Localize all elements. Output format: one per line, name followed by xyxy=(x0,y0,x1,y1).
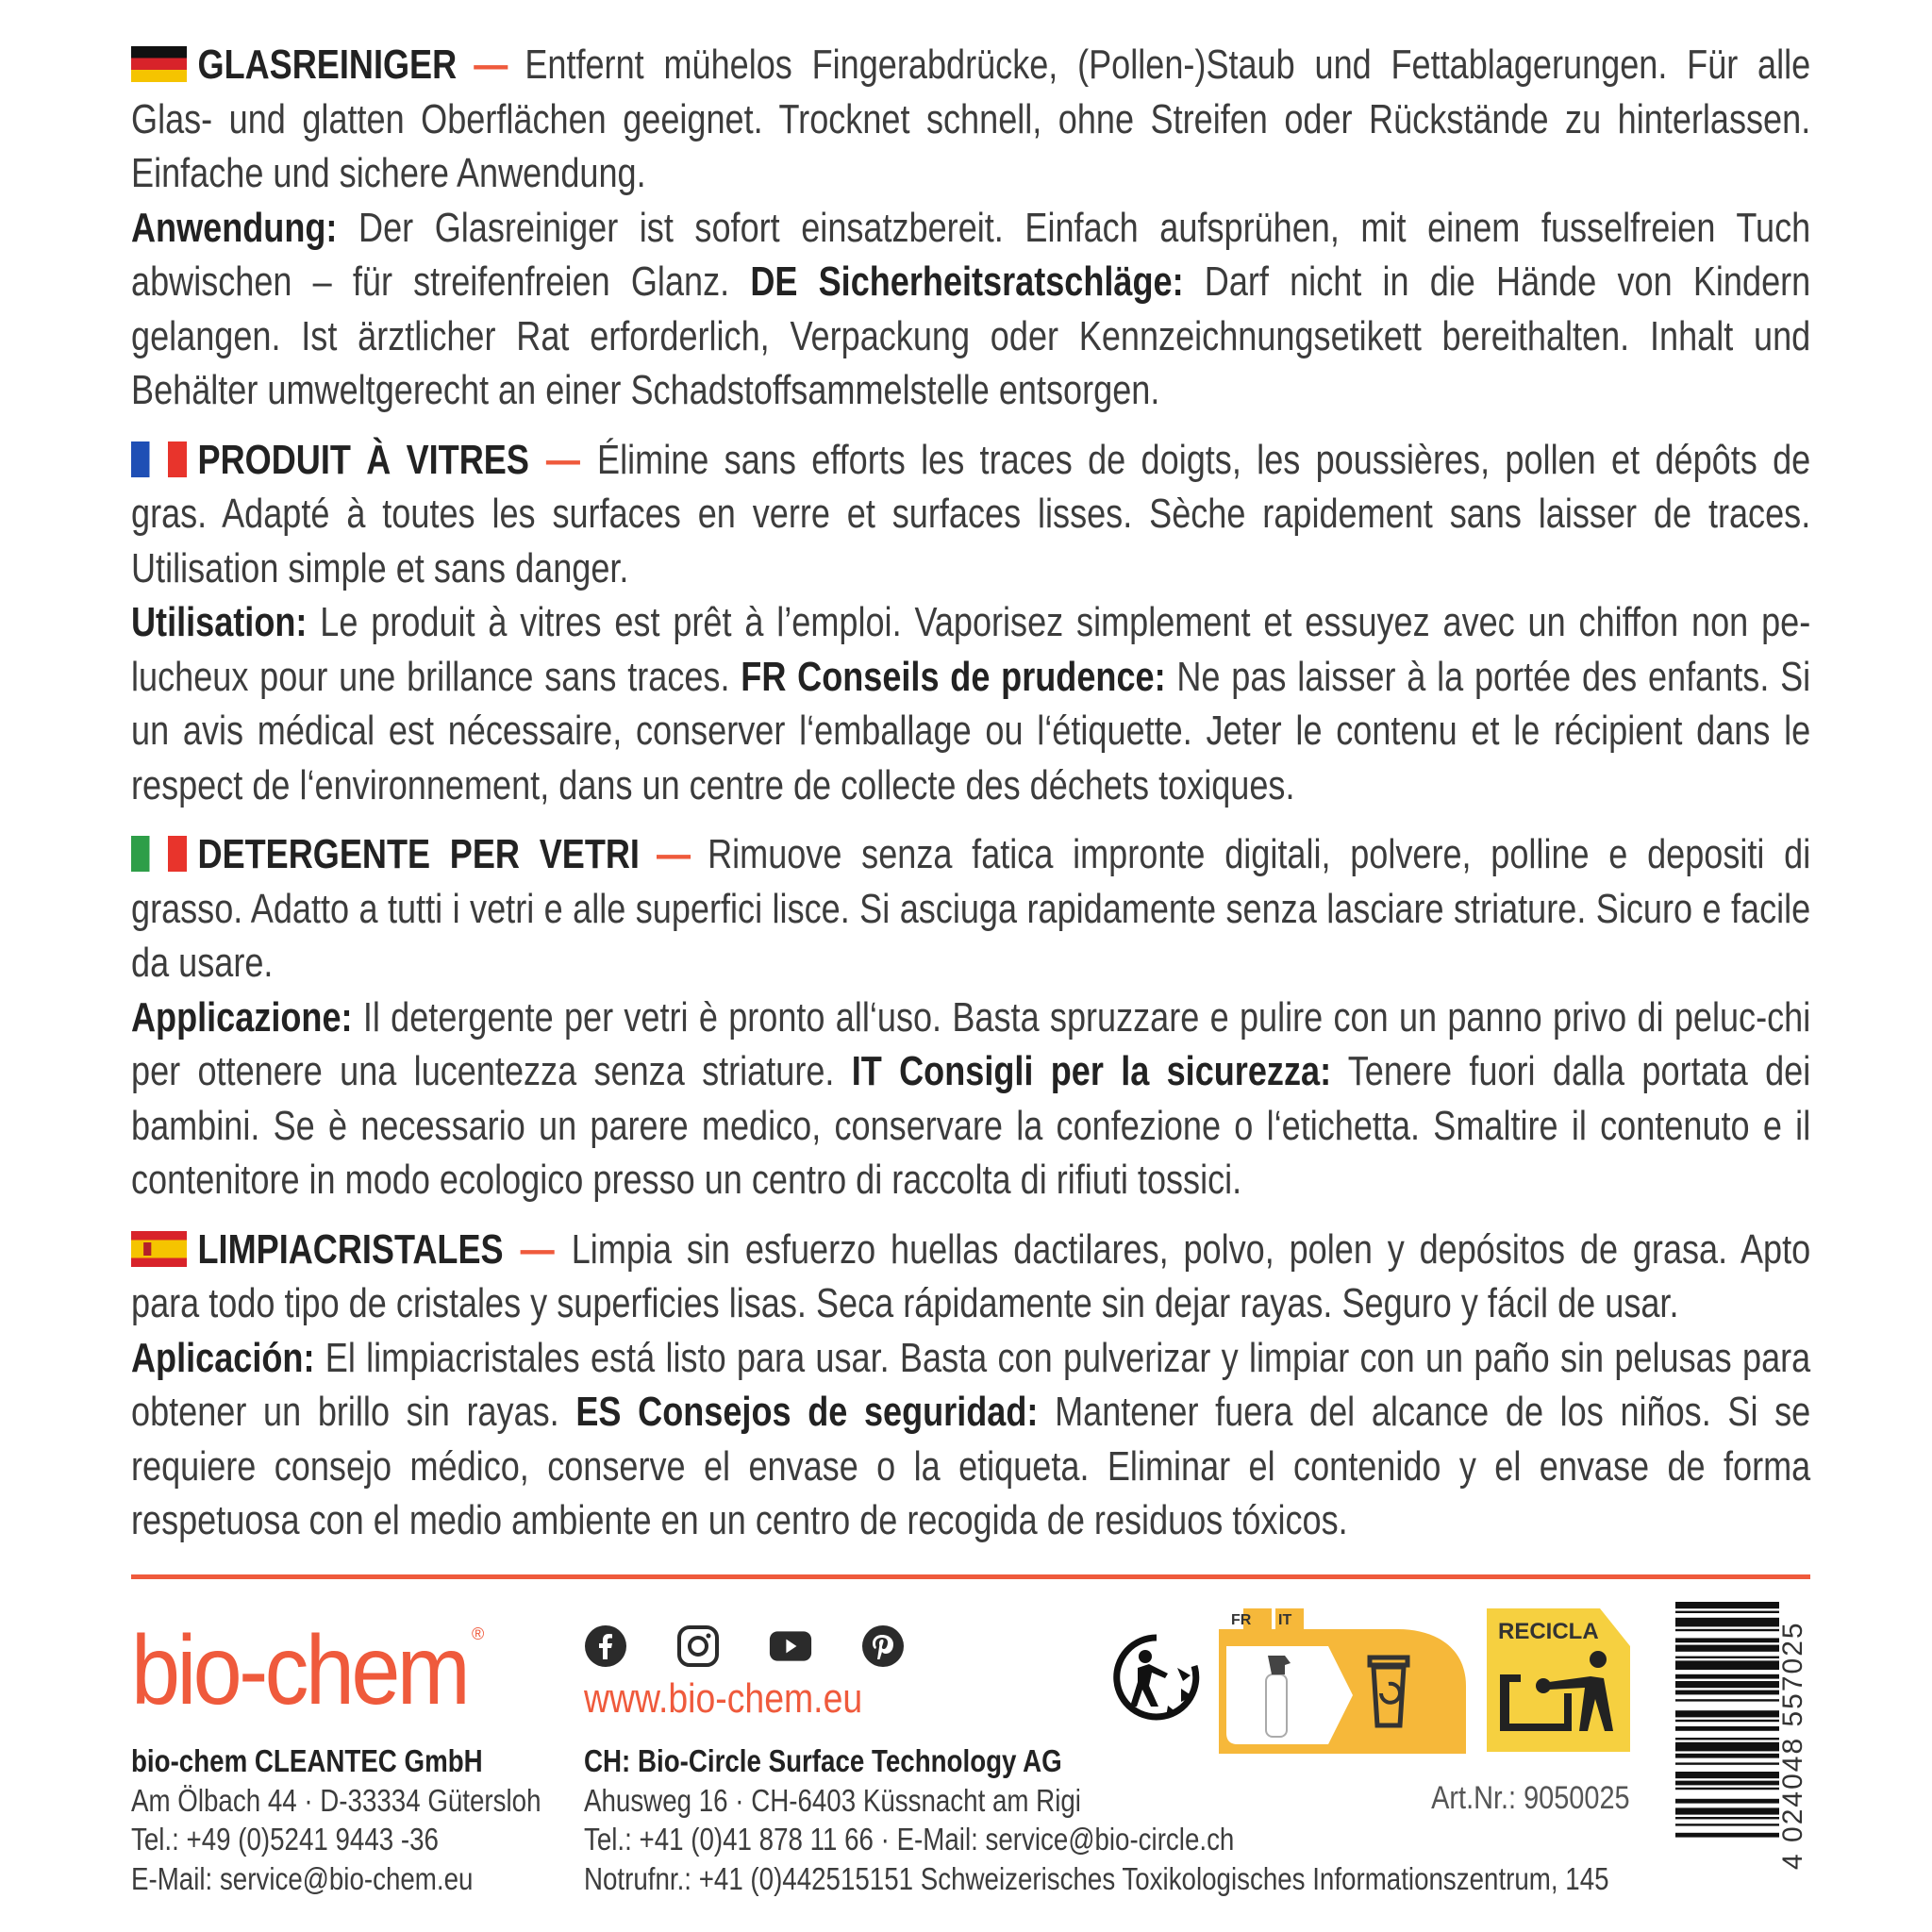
title-dash: — xyxy=(656,831,691,877)
barcode-bar xyxy=(1675,1618,1779,1627)
de-intro-text: Entfernt mühelos Fingerabdrücke, (Pollen-)Staub und Fettablagerungen. Für alle Glas- und glatten Oberflächen geeignet. Trocknet schnell, ohne Streifen oder Rückstände zu hinterlassen. Einfache und sichere Anwendung. xyxy=(131,42,1811,196)
barcode-bar xyxy=(1675,1699,1779,1701)
fr-usage-text: Le produit à vitres est prêt à l’emploi. Vaporisez simplement et essuyez avec un chiffon non pe-lucheux pour une brillance sans traces. xyxy=(131,599,1811,700)
french-flag-icon xyxy=(131,441,187,477)
barcode-bar xyxy=(1675,1781,1779,1786)
label-text xyxy=(131,38,1810,1548)
it-safety-text: Tenere fuori dalla portata dei bambini. Se è necessario un parere medico, conservare la confezione o l‘etichetta. Smaltire il contenuto e il contenitore in modo ecologico presso un centro di raccolta di rifiuti tossici. xyxy=(131,1048,1811,1203)
title-dash: — xyxy=(545,436,581,483)
de-safety-text: Darf nicht in die Hände von Kindern gelangen. Ist ärztlicher Rat erforderlich, Verpackung oder Kennzeichnungsetikett bereithalten. Inhalt und Behälter umweltgerecht an einer Schadstoffsammelstelle entsorgen. xyxy=(131,258,1811,413)
italian-flag-icon xyxy=(131,836,187,872)
title-dash: — xyxy=(520,1225,555,1273)
barcode-bar xyxy=(1675,1738,1779,1740)
de-usage-label: Anwendung: xyxy=(131,204,338,251)
barcode-bar xyxy=(1675,1690,1779,1695)
it-usage-text: Il detergente per vetri è pronto all‘uso. Basta spruzzare e pulire con un panno privo di peluc-chi per ottenere una lucentezza senza striature. xyxy=(131,993,1811,1094)
barcode-bar xyxy=(1675,1602,1779,1608)
spanish-flag-icon xyxy=(131,1231,187,1267)
barcode-bar xyxy=(1675,1660,1779,1670)
de-usage-text: Der Glasreiniger ist sofort einsatzbereit. Einfach aufsprühen, mit einem fusselfreien Tuch abwischen – für streifenfreien Glanz. xyxy=(131,204,1811,305)
barcode-bar xyxy=(1675,1824,1779,1825)
article-number: Art.Nr.: 9050025 xyxy=(1431,1780,1630,1816)
recicla-icon xyxy=(1487,1608,1630,1752)
barcode-bar xyxy=(1675,1799,1779,1804)
barcode-bar xyxy=(1675,1720,1779,1722)
es-usage-label: Aplicación: xyxy=(131,1334,315,1381)
ch-company-street: Ahusweg 16 · CH-6403 Küssnacht am Rigi xyxy=(584,1782,1081,1818)
fr-usage xyxy=(131,595,1810,812)
es-title: LIMPIACRISTALES xyxy=(197,1225,504,1273)
barcode-bar xyxy=(1675,1638,1779,1642)
de-company-name: bio-chem CLEANTEC GmbH xyxy=(131,1743,483,1778)
registered-mark: ® xyxy=(472,1624,485,1643)
ch-company-name: CH: Bio-Circle Surface Technology AG xyxy=(584,1743,1062,1778)
barcode-bar xyxy=(1675,1710,1779,1717)
barcode-bar xyxy=(1675,1657,1779,1658)
it-intro xyxy=(131,827,1810,991)
de-company-address xyxy=(131,1741,541,1898)
barcode-bar xyxy=(1675,1754,1779,1758)
footer-divider xyxy=(131,1574,1810,1579)
fr-safety-label: FR Conseils de prudence: xyxy=(741,653,1166,700)
barcode-bar xyxy=(1675,1807,1779,1814)
barcode-bar xyxy=(1675,1762,1779,1764)
barcode-digits: 4 024048 557025 xyxy=(1777,1621,1808,1870)
website-link[interactable]: www.bio-chem.eu xyxy=(584,1675,863,1722)
es-safety-text: Mantener fuera del alcance de los niños. Si se requiere consejo médico, conserve el envase o la etiqueta. Eliminar el contenido y el envase de forma respetuosa con el medio ambiente en un centro de recogida de residuos tóxicos. xyxy=(131,1389,1811,1543)
de-company-email: E-Mail: service@bio-chem.eu xyxy=(131,1860,474,1896)
triman-recycling-icon xyxy=(1109,1630,1204,1724)
barcode-bar xyxy=(1675,1674,1779,1679)
barcode xyxy=(1675,1602,1790,1858)
barcode-bar xyxy=(1675,1772,1779,1778)
social-links xyxy=(584,1624,905,1668)
barcode-bar xyxy=(1675,1681,1779,1688)
it-usage xyxy=(131,991,1810,1208)
es-intro-text: Limpia sin esfuerzo huellas dactilares, polvo, polen y depósitos de grasa. Apto para todo tipo de cristales y superficies lisas. Seca rápidamente sin dejar rayas. Seguro y fácil de usar. xyxy=(131,1225,1811,1326)
pinterest-icon[interactable] xyxy=(861,1624,905,1668)
fr-usage-label: Utilisation: xyxy=(131,599,308,645)
ch-company-address xyxy=(584,1741,1609,1898)
it-usage-label: Applicazione: xyxy=(131,993,353,1041)
de-usage xyxy=(131,201,1810,418)
it-intro-text: Rimuove senza fatica impronte digitali, polvere, polline e depositi di grasso. Adatto a tutti i vetri e alle superfici lisce. Si asciuga rapidamente senza lasciare striature. Sicuro e facile da usare. xyxy=(131,831,1811,986)
facebook-icon[interactable] xyxy=(584,1624,627,1668)
it-title: DETERGENTE PER VETRI xyxy=(197,831,640,877)
de-safety-label: DE Sicherheitsratschläge: xyxy=(750,258,1184,305)
youtube-icon[interactable] xyxy=(769,1624,812,1668)
bio-chem-logo: bio-chem xyxy=(131,1616,468,1725)
german-flag-icon xyxy=(131,46,187,82)
instagram-icon[interactable] xyxy=(676,1624,720,1668)
fr-intro-text: Élimine sans efforts les traces de doigts, les poussières, pollen et dépôts de gras. Adapté à toutes les surfaces en verre et surfaces lisses. Sèche rapidement sans laisser de traces. Utilisation simple et sans danger. xyxy=(131,436,1811,591)
barcode-bar xyxy=(1675,1611,1779,1613)
fr-safety-text: Ne pas laisser à la portée des enfants. Si un avis médical est nécessaire, conserver l‘emballage ou l‘étiquette. Jeter le contenu et le récipient dans le respect de l‘environnement, dans un centre de collecte des déchets toxiques. xyxy=(131,653,1811,808)
de-company-phone: Tel.: +49 (0)5241 9443 -36 xyxy=(131,1822,439,1857)
ch-emergency-number: Notrufnr.: +41 (0)442515151 Schweizerisches Toxikologisches Informationszentrum, 145 xyxy=(584,1860,1609,1896)
barcode-bar xyxy=(1675,1629,1779,1631)
es-usage-text: El limpiacristales está listo para usar. Basta con pulverizar y limpiar con un paño sin pelusas para obtener un brillo sin rayas. xyxy=(131,1334,1811,1435)
it-safety-label: IT Consigli per la sicurezza: xyxy=(851,1048,1332,1094)
es-intro xyxy=(131,1223,1810,1331)
barcode-bar xyxy=(1675,1742,1779,1752)
de-intro xyxy=(131,38,1810,201)
fr-intro xyxy=(131,433,1810,596)
barcode-bar xyxy=(1675,1817,1779,1819)
info-tri-recycling-icon xyxy=(1219,1608,1466,1754)
barcode-bar xyxy=(1675,1788,1779,1790)
es-usage xyxy=(131,1331,1810,1548)
es-safety-label: ES Consejos de seguridad: xyxy=(575,1389,1039,1435)
tab-it: IT xyxy=(1278,1612,1292,1628)
tab-fr: FR xyxy=(1231,1612,1252,1628)
ch-company-phone: Tel.: +41 (0)41 878 11 66 · E-Mail: service@bio-circle.ch xyxy=(584,1822,1235,1857)
recicla-label: RECICLA xyxy=(1498,1619,1599,1644)
title-dash: — xyxy=(474,42,508,88)
fr-title: PRODUIT À VITRES xyxy=(197,436,529,483)
de-title: GLASREINIGER xyxy=(197,42,458,88)
de-company-street: Am Ölbach 44 · D-33334 Gütersloh xyxy=(131,1782,541,1818)
barcode-bar xyxy=(1675,1645,1779,1652)
barcode-bar xyxy=(1675,1833,1779,1838)
barcode-bar xyxy=(1675,1726,1779,1731)
